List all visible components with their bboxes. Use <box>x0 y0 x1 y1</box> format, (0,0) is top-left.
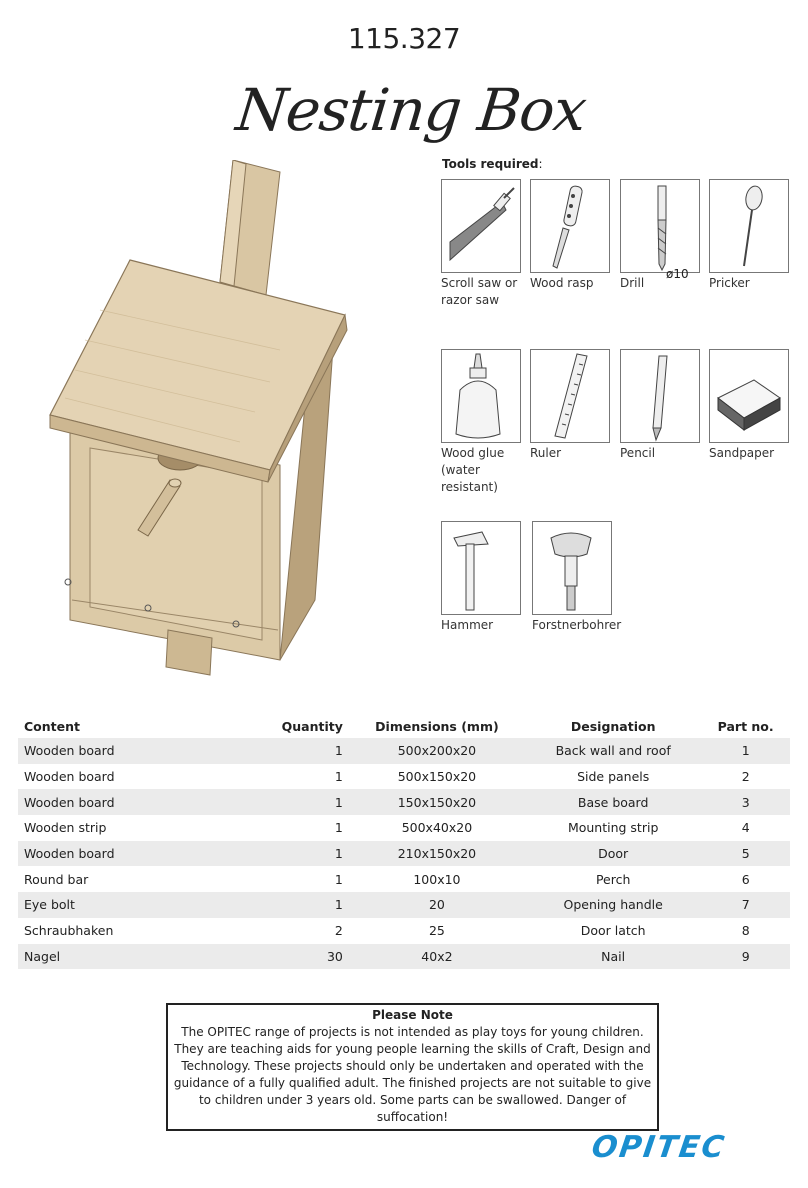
tool-card-pricker <box>709 179 799 292</box>
table-cell: Wooden strip <box>24 820 107 836</box>
hammer-icon <box>442 522 520 614</box>
table-cell: 25 <box>428 923 445 939</box>
table-row <box>18 764 790 790</box>
tool-label: Sandpaper <box>709 446 775 460</box>
page-title: Nesting Box <box>232 76 590 144</box>
table-cell: Opening handle <box>563 897 663 913</box>
rasp-icon <box>531 180 609 272</box>
safety-note-box <box>166 1003 659 1131</box>
table-cell: 1 <box>334 820 343 836</box>
table-cell: Mounting strip <box>567 820 659 836</box>
table-cell: 40x2 <box>421 948 453 964</box>
tool-label: Wood glue (water resistant) <box>441 446 505 494</box>
table-cell: Perch <box>595 871 631 887</box>
table-row <box>18 944 790 970</box>
tool-card-glue <box>441 349 531 496</box>
saw-icon <box>442 180 520 272</box>
table-cell: 9 <box>741 948 750 964</box>
table-row <box>18 789 790 815</box>
table-cell: Base board <box>577 794 649 810</box>
table-header-row <box>18 714 790 738</box>
pencil-icon <box>621 350 699 442</box>
tool-card-pencil <box>620 349 710 462</box>
table-cell: 1 <box>334 897 343 913</box>
table-cell: Wooden board <box>24 794 115 810</box>
tool-label: Scroll saw or razor saw <box>441 276 518 307</box>
table-cell: 30 <box>326 948 343 964</box>
table-cell: 4 <box>741 820 750 836</box>
tool-card-rasp <box>530 179 620 292</box>
table-row <box>18 738 790 764</box>
drill-size-annotation: ø10 <box>666 267 689 281</box>
table-cell: 2 <box>741 769 750 785</box>
table-cell: Side panels <box>577 769 650 785</box>
column-header-content: Content <box>24 718 80 734</box>
tool-label: Forstnerbohrer <box>532 618 622 632</box>
table-cell: Wooden board <box>24 846 115 862</box>
opitec-logo: OPITEC <box>589 1130 729 1165</box>
table-cell: 500x150x20 <box>397 769 477 785</box>
table-cell: 1 <box>334 846 343 862</box>
table-cell: Nail <box>601 948 626 964</box>
table-cell: 20 <box>428 897 445 913</box>
ruler-icon <box>531 350 609 442</box>
table-cell: 5 <box>741 846 750 862</box>
table-cell: 6 <box>741 871 750 887</box>
table-cell: Back wall and roof <box>555 743 671 759</box>
table-cell: 3 <box>741 794 750 810</box>
note-title: Please Note <box>372 1008 453 1022</box>
column-header-part-no: Part no. <box>717 718 774 734</box>
table-cell: 150x150x20 <box>397 794 477 810</box>
table-cell: Eye bolt <box>24 897 75 913</box>
table-row <box>18 815 790 841</box>
table-cell: 7 <box>741 897 750 913</box>
note-text: The OPITEC range of projects is not intended as play toys for young children. They are teaching aids for young people learning the skills of Craft, Design and Technology. These projects should only be undertaken and operated with the guidance of a fully qualified adult. The finished projects are not suitable to give to children under 3 years old. Some parts can be swallowed. Danger of suffocation! <box>173 1025 652 1124</box>
column-header-dimensions: Dimensions (mm) <box>375 718 499 734</box>
pricker-icon <box>710 180 788 272</box>
drill-bit-icon <box>621 180 699 272</box>
nesting-box-illustration <box>40 160 360 680</box>
table-cell: 1 <box>334 794 343 810</box>
tool-card-sandpaper <box>709 349 799 462</box>
tools-heading: Tools required: <box>442 157 543 171</box>
table-cell: Round bar <box>24 871 89 887</box>
table-cell: 100x10 <box>413 871 461 887</box>
parts-list-table <box>18 714 790 969</box>
table-cell: 2 <box>334 923 343 939</box>
tool-label: Pricker <box>709 276 750 290</box>
tool-card-ruler <box>530 349 620 462</box>
table-cell: 1 <box>334 871 343 887</box>
column-header-designation: Designation <box>570 718 656 734</box>
table-row <box>18 918 790 944</box>
tool-card-hammer <box>441 521 531 634</box>
tool-card-drill <box>620 179 710 292</box>
table-cell: Door latch <box>580 923 646 939</box>
table-cell: Wooden board <box>24 769 115 785</box>
tool-label: Hammer <box>441 618 494 632</box>
tool-label: Drill <box>620 276 645 290</box>
tool-card-saw <box>441 179 531 309</box>
table-row <box>18 841 790 867</box>
tool-label: Ruler <box>530 446 562 460</box>
table-cell: Nagel <box>24 948 61 964</box>
table-cell: 1 <box>334 769 343 785</box>
forstner-bit-icon <box>533 522 611 614</box>
tool-card-forstner <box>532 521 622 634</box>
table-cell: 500x40x20 <box>401 820 473 836</box>
document-number: 115.327 <box>347 22 461 55</box>
tool-label: Pencil <box>620 446 656 460</box>
table-cell: 500x200x20 <box>397 743 477 759</box>
table-cell: Wooden board <box>24 743 115 759</box>
table-cell: 1 <box>741 743 750 759</box>
table-row <box>18 866 790 892</box>
table-cell: 1 <box>334 743 343 759</box>
table-row <box>18 892 790 918</box>
glue-bottle-icon <box>442 350 520 442</box>
sandpaper-icon <box>710 350 788 442</box>
column-header-quantity: Quantity <box>281 718 343 734</box>
table-cell: 210x150x20 <box>397 846 477 862</box>
table-cell: Door <box>598 846 629 862</box>
table-cell: Schraubhaken <box>24 923 114 939</box>
tool-label: Wood rasp <box>530 276 594 290</box>
table-cell: 8 <box>741 923 750 939</box>
door <box>90 448 262 640</box>
